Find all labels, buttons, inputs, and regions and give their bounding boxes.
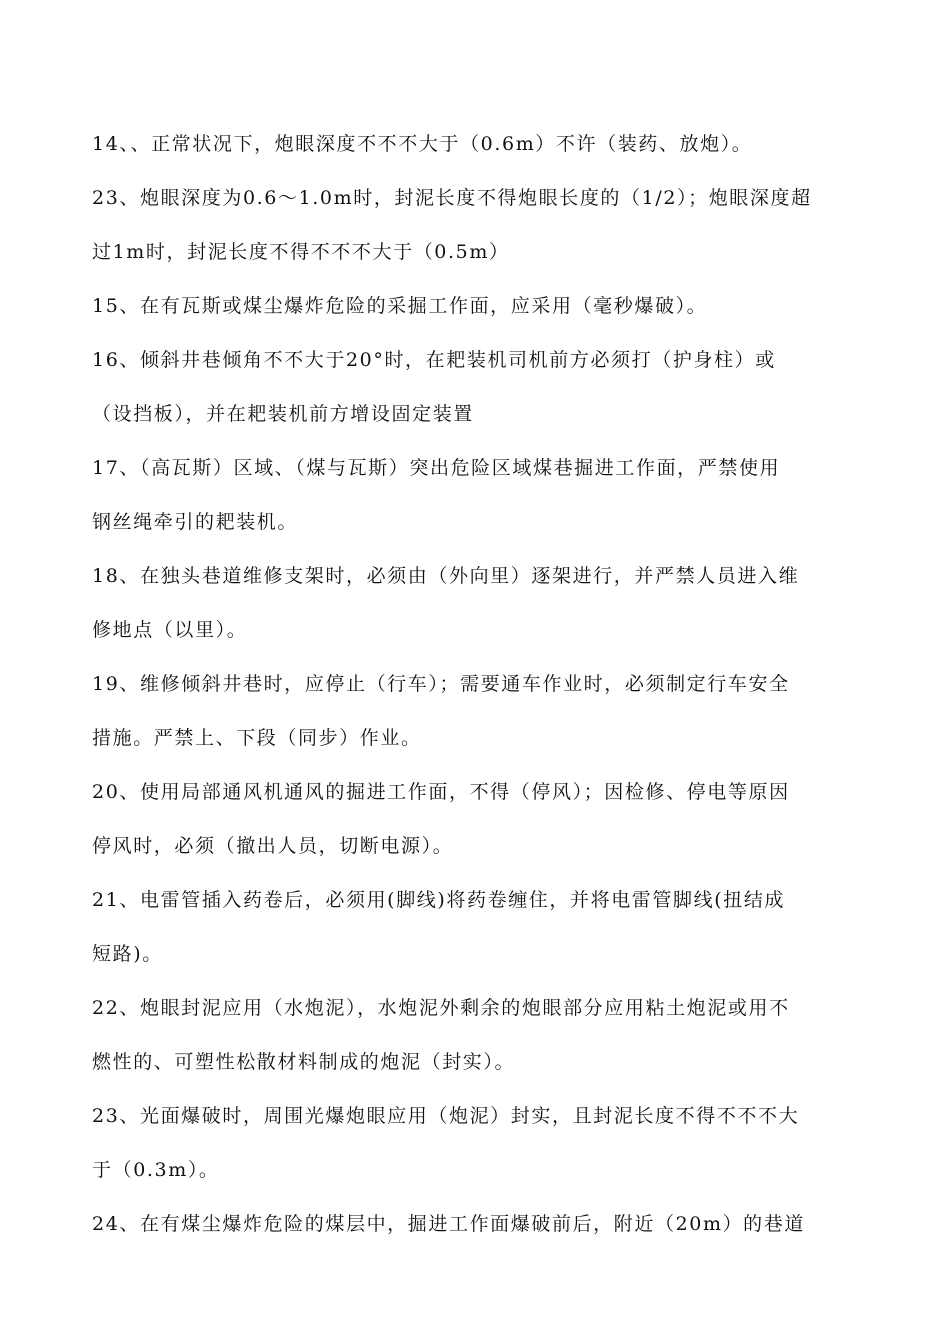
- text-line: 于（0.3m）。: [92, 1159, 220, 1181]
- text-line: 过1m时，封泥长度不得不不不大于（0.5m）: [92, 241, 510, 263]
- text-line: 短路)。: [92, 943, 163, 965]
- text-line: 21、电雷管插入药卷后，必须用(脚线)将药卷缠住，并将电雷管脚线(扭结成: [92, 889, 786, 911]
- text-line: 14、、正常状况下，炮眼深度不不不大于（0.6m）不许（装药、放炮）。: [92, 133, 753, 155]
- text-line: 23、光面爆破时，周围光爆炮眼应用（炮泥）封实，且封泥长度不得不不不大: [92, 1105, 800, 1127]
- text-line: （设挡板），并在耙装机前方增设固定装置: [92, 403, 474, 425]
- text-line: 措施。严禁上、下段（同步）作业。: [92, 727, 422, 749]
- text-line: 修地点（以里）。: [92, 619, 248, 641]
- text-line: 20、使用局部通风机通风的掘进工作面，不得（停风）；因检修、停电等原因: [92, 781, 790, 803]
- text-line: 23、炮眼深度为0.6～1.0m时，封泥长度不得炮眼长度的（1/2）；炮眼深度超: [92, 187, 812, 209]
- text-line: 钢丝绳牵引的耙装机。: [92, 511, 299, 533]
- text-line: 燃性的、可塑性松散材料制成的炮泥（封实）。: [92, 1051, 516, 1073]
- text-line: 18、在独头巷道维修支架时，必须由（外向里）逐架进行，并严禁人员进入维: [92, 565, 800, 587]
- document-body: [92, 117, 862, 1251]
- text-line: 24、在有煤尘爆炸危险的煤层中，掘进工作面爆破前后，附近（20m）的巷道: [92, 1213, 805, 1235]
- text-line: 17、（高瓦斯）区域、（煤与瓦斯）突出危险区域煤巷掘进工作面，严禁使用: [92, 457, 781, 479]
- text-line: 22、炮眼封泥应用（水炮泥），水炮泥外剩余的炮眼部分应用粘土炮泥或用不: [92, 997, 790, 1019]
- text-line: 16、倾斜井巷倾角不不大于20°时，在耙装机司机前方必须打（护身柱）或: [92, 349, 776, 371]
- text-line: 停风时，必须（撤出人员，切断电源）。: [92, 835, 454, 857]
- text-line: 19、维修倾斜井巷时，应停止（行车）；需要通车作业时，必须制定行车安全: [92, 673, 790, 695]
- text-line: 15、在有瓦斯或煤尘爆炸危险的采掘工作面，应采用（毫秒爆破）。: [92, 295, 708, 317]
